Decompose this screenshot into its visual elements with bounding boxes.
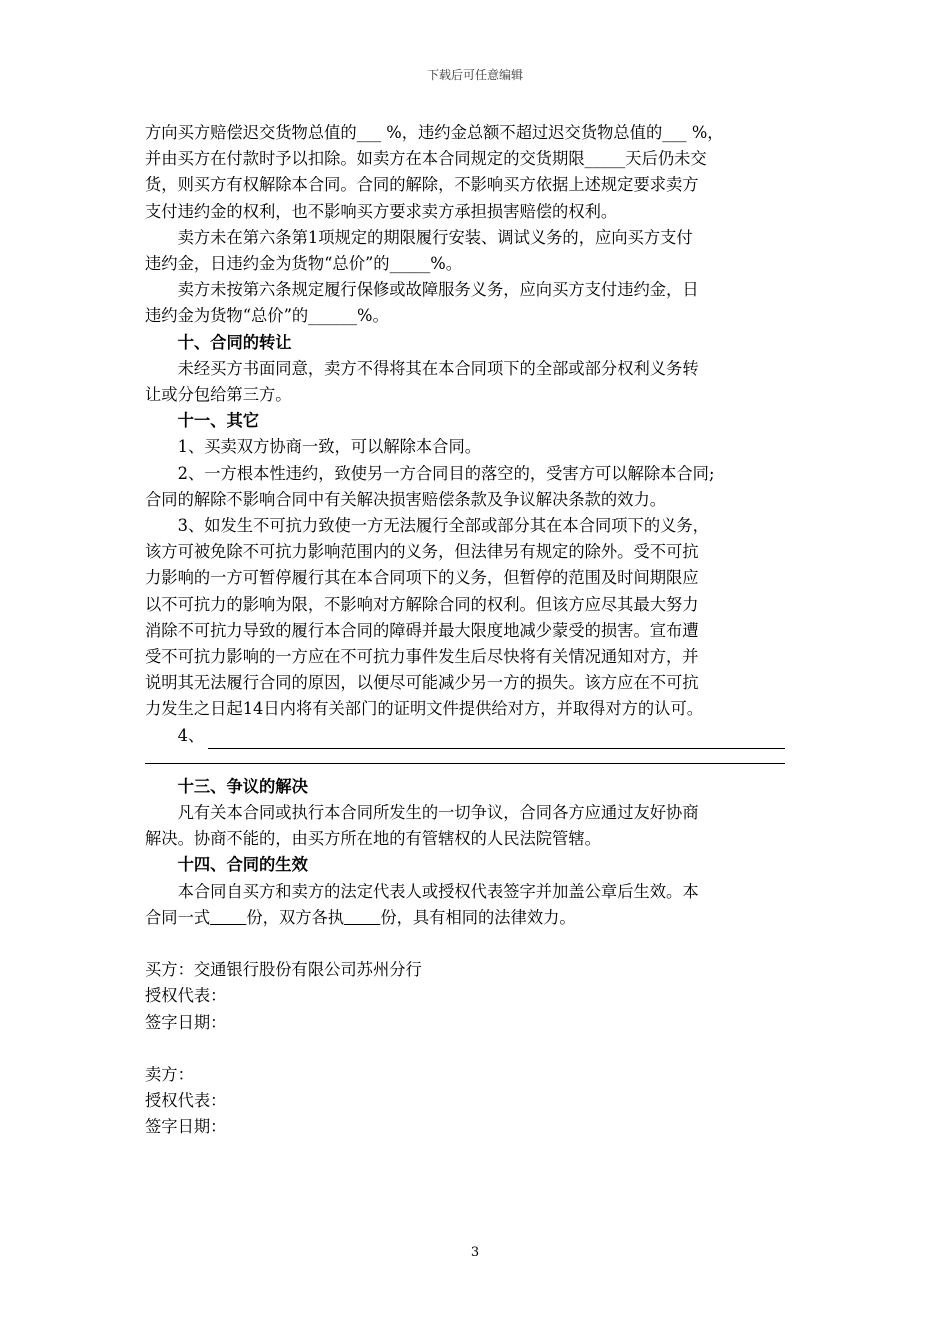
blank-fill-line <box>208 730 785 749</box>
dispute-text: 凡有关本合同或执行本合同所发生的一切争议，合同各方应通过友好协商 <box>177 803 699 823</box>
installation-penalty-line: 卖方未在第六条第1项规定的期限履行安装、调试义务的，应向买方支付 <box>177 227 693 247</box>
buyer-name: 买方：交通银行股份有限公司苏州分行 <box>145 960 422 980</box>
effect-text-part: 合同一式 <box>145 907 211 927</box>
other-item-3: 力发生之日起14日内将有关部门的证明文件提供给对方，并取得对方的认可。 <box>145 699 704 719</box>
seller-representative: 授权代表： <box>145 1090 227 1110</box>
effect-text: 本合同自买方和卖方的法定代表人或授权代表签字并加盖公章后生效。本 <box>177 881 699 901</box>
buyer-representative: 授权代表： <box>145 986 227 1006</box>
other-item-3: 受不可抗力影响的一方应在不可抗力事件发生后尽快将有关情况通知对方，并 <box>145 647 699 667</box>
penalty-paragraph-line: 方向买方赔偿迟交货物总值的___ %，违约金总额不超过迟交货物总值的___ %， <box>145 123 724 142</box>
other-item-4 <box>145 723 807 749</box>
other-item-2: 合同的解除不影响合同中有关解决损害赔偿条款及争议解决条款的效力。 <box>145 489 667 509</box>
other-item-1: 1、买卖双方协商一致，可以解除本合同。 <box>177 437 482 457</box>
other-item-3: 该方可被免除不可抗力影响范围内的义务，但法律另有规定的除外。受不可抗 <box>145 542 699 562</box>
warranty-penalty-line: 违约金为货物“总价”的______%。 <box>145 306 389 326</box>
other-item-3: 说明其无法履行合同的原因，以便尽可能减少另一方的损失。该方应在不可抗 <box>145 673 699 693</box>
transfer-text: 让或分包给第三方。 <box>145 385 292 405</box>
blank-fill-line <box>145 749 785 764</box>
penalty-paragraph-line: 货，则买方有权解除本合同。合同的解除，不影响买方依据上述规定要求卖方 <box>145 175 699 195</box>
other-item-3: 力影响的一方可暂停履行其在本合同项下的义务，但暂停的范围及时间期限应 <box>145 568 699 588</box>
document-body <box>145 120 807 1140</box>
other-item-3: 消除不可抗力导致的履行本合同的障碍并最大限度地减少蒙受的损害。宣布遭 <box>145 620 699 640</box>
seller-name: 卖方： <box>145 1064 194 1084</box>
transfer-text: 未经买方书面同意，卖方不得将其在本合同项下的全部或部分权利义务转 <box>177 358 699 378</box>
section-heading-transfer: 十、合同的转让 <box>177 332 292 352</box>
warranty-penalty-line: 卖方未按第六条规定履行保修或故障服务义务，应向买方支付违约金，日 <box>177 280 699 300</box>
effect-text-part: 份，具有相同的法律效力。 <box>380 907 576 927</box>
seller-sign-date: 签字日期： <box>145 1117 227 1137</box>
penalty-paragraph-line: 并由买方在付款时予以扣除。如卖方在本合同规定的交货期限_____天后仍未交 <box>145 149 707 169</box>
section-heading-other: 十一、其它 <box>177 411 260 431</box>
section-heading-dispute: 十三、争议的解决 <box>177 776 308 796</box>
copies-each-blank <box>344 908 380 927</box>
effect-text-part: 份，双方各执 <box>246 907 345 927</box>
page-number: 3 <box>470 1245 480 1260</box>
installation-penalty-line: 违约金，日违约金为货物“总价”的_____%。 <box>145 254 463 274</box>
buyer-sign-date: 签字日期： <box>145 1012 227 1032</box>
other-item-4-label: 4、 <box>177 725 205 745</box>
effect-text <box>145 905 807 931</box>
other-item-3: 3、如发生不可抗力致使一方无法履行全部或部分其在本合同项下的义务， <box>177 516 709 536</box>
page-header: 下载后可任意编辑 <box>426 68 523 82</box>
section-heading-effect: 十四、合同的生效 <box>177 855 308 875</box>
other-item-2: 2、一方根本性违约，致使另一方合同目的落空的，受害方可以解除本合同; <box>177 463 715 483</box>
dispute-text: 解决。协商不能的，由买方所在地的有管辖权的人民法院管辖。 <box>145 829 601 849</box>
copies-blank <box>210 908 246 927</box>
other-item-3: 以不可抗力的影响为限，不影响对方解除合同的权利。但该方应尽其最大努力 <box>145 594 699 614</box>
penalty-paragraph-line: 支付违约金的权利，也不影响买方要求卖方承担损害赔偿的权利。 <box>145 201 618 221</box>
